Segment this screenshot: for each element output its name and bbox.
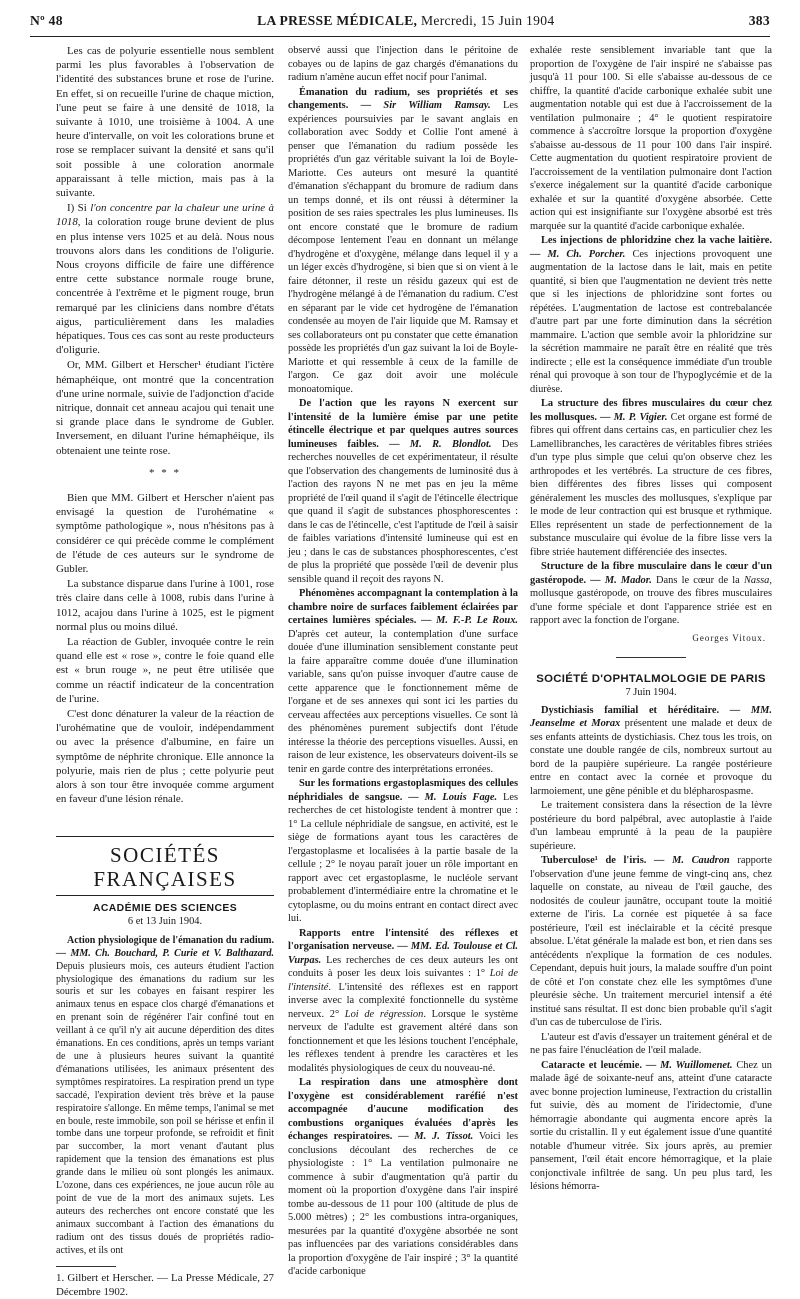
report-body: . L'intensité des réflexes est en rapport inverse avec la complexité fonctionnelle du système nerveux. 2° <box>288 981 518 1020</box>
report-paragraph <box>288 397 518 586</box>
report-body: Les recherches de ces deux auteurs les ont conduits à poser les deux lois suivantes : 1° <box>288 954 518 979</box>
report-title: Sur les formations ergastoplasmiques des cellules néphridiales de sangsue. <box>288 778 518 803</box>
report-authors: — M. Mador. <box>590 574 652 586</box>
report-body: Des recherches nouvelles de cet expérimentateur, il résulte que l'observation des changements de luminosité dus à l'action des rayons N ne met pas en jeu la même propriété de l'œil quand il s'agit de l'étincelle électrique que quand il s'agit de substances phosphorescentes : dans le cas de l'étincelle, c'est l'aptitude de l'œil à saisir de faibles variations d'intensité lumineuse qui est en jeu ; dans le cas de substances phosphorescentes, c'est de plus la propriété que possède l'œil de devenir plus sensible quand il reçoit des rayons N. <box>288 438 518 585</box>
italic-run: l'on concentre par la chaleur une urine à 1018 <box>56 202 274 229</box>
paragraph: L'auteur est d'avis d'essayer un traitement général et de ne pas faire l'énucléation de l'œil malade. <box>530 1031 772 1056</box>
paragraph: C'est donc dénaturer la valeur de la réaction de l'urohématine que de vouloir, indépendamment ou avec la présence d'albumine, en faire un symptôme de néphrite chronique. Elle annonce la polyurie, mais rien de plus ; cette polyurie peut alors à son tour être invoquée comme argument en faveur d'une lésion rénale. <box>56 707 274 806</box>
section-stars: * * * <box>149 466 181 479</box>
report-body: , mollusque gastéropode, on trouve des fibres musculaires d'une forme spéciale et dont l'apparence striée est en rapport avec la fonction de l'organe. <box>530 574 772 626</box>
report-body: Voici les conclusions découlant des recherches de ce physiologiste : 1° La ventilation pulmonaire ne commence à subir d'augmentation qu'à partir du moment où la proportion d'oxygène dans l'air inspiré tombe au-dessous de 11 pour 100 (altitude de plus de 5.000 mètres) ; 2° les combustions intra-organiques, mesurées par la quantité d'oxygène absorbée ne sont pas influencées par des variations considérables dans la proportion d'oxygène de l'air inspiré ; 3° la quantité d'acide carbonique <box>288 1131 518 1277</box>
paragraph <box>56 201 274 357</box>
society-heading: SOCIÉTÉ D'OPHTALMOLOGIE DE PARIS <box>536 673 766 685</box>
report-title: Rapports entre l'intensité des réflexes et l'organisation nerveuse. <box>288 927 518 952</box>
paragraph: Les cas de polyurie essentielle nous semblent parmi les plus favorables à l'observation de l'identité des substances brune et rose de l'urine. En effet, si on recueille l'urine de chaque miction, l'une peut se faire à une densité de 1018, la suivante à 1010, une troisième à 1004. A une heure d'intervalle, on voit les colorations brune et rose se remplacer suivant la densité et sans qu'il soit possible à une coloration anormale apparaissant à telle miction, mais pas à la suivante. <box>56 45 274 200</box>
paragraph: La substance disparue dans l'urine à 1001, rose très claire dans celle à 1008, rubis dans l'urine à 1012, acajou dans l'urine à 1025, est le pigment normal plus ou moins dilué. <box>56 578 274 633</box>
report-body: Cet organe est formé de fibres qui offrent dans certains cas, en particulier chez les Lamellibranches, les caractères de véritables fibres striées d'un type plus simple que celui qu'on observe chez les arthropodes et les vertébrés. La structure de ces fibres, bien différentes des fibres lisses qui composent généralement les muscles des mollusques, s'explique par le mode de leur contraction qui est brusque et rythmique. Elles représentent un stade de perfectionnement de la substance musculaire qui évolue de la fibre lisse vers la fibre striée hautement différenciée des insectes. <box>530 411 772 558</box>
report-authors: — M. P. Vigier. <box>600 411 668 423</box>
author-signature: Georges Vitoux. <box>692 632 766 643</box>
italic-run: Nassa <box>743 574 770 586</box>
report-title: Les injections de phloridzine chez la vache laitière. <box>541 235 772 246</box>
report-body: Depuis plusieurs mois, ces auteurs étudient l'action physiologique des émanations du radium sur les souris et sur les cobayes en faisant respirer les animaux tenus en espace clos chargé d'émanations et en prenant soin de régénérer l'air confiné tout en veillant à ce qu'il n'y ait aucune déperdition des dites émanations. En ces conditions, après un temps variant de une à plusieurs heures suivant la quantité d'émanations utilisées, les animaux présentent des symptômes respiratoires. La respiration prend un type saccadé, l'expiration devient très brève et la pause respiratoire s'allonge. En même temps, l'animal se met en boule, reste immobile, son poil se hérisse et enfin il tombe dans une torpeur profonde, se refroidit et finit par succomber, la mort venant d'autant plus rapidement que la tension des émanations est plus grande dans le milieu où sont plongés les animaux. L'ozone, dans ces expériences, ne joue aucun rôle au point de vue de la mort des animaux sujets. Les auteurs des recherches ont encore constaté que les animaux succombant à l'action des émanations du radium ont des tissus doués de propriétés radio-actives, et ils ont <box>56 960 274 1256</box>
report-body: Les recherches de cet histologiste tendent à montrer que : 1° La cellule néphridiale de sangsue, en activité, est le siège de formations ayant tous les caractères de l'ergastoplasme et localisées à la partie basale de la cellule ; 2° le noyau paraît jouer un rôle important en rapport avec cet ergastoplasme, le nucléole servant probablement d'intermédiaire entre la chromatine et le cytoplasme, ou du moins entrant en contact direct avec lui. <box>288 791 518 924</box>
report-paragraph <box>530 397 772 559</box>
paragraph: La réaction de Gubler, invoquée contre le rein quand elle est « rose », contre le foie quand elle est « brun rouge », ne peut être utilisée que comme un réactif indicateur de la concentration de l'urine. <box>56 635 274 705</box>
academy-date: 6 et 13 Juin 1904. <box>127 916 203 928</box>
report-authors: — MM. Ch. Bouchard, P. Curie et V. Balthazard. <box>56 947 274 959</box>
report-paragraph <box>56 935 274 1258</box>
report-body: Les expériences poursuivies par le savant anglais en collaboration avec Soddy et Collie l'ont amené à penser que l'émanation du radium possède les propriétés d'un gaz véritable suivant la loi de Boyle-Mariotte. Ces auteurs ont mesuré la quantité d'émanation s'échappant du bromure de radium dans un temps donné, et ils ont réussi à déterminer la position de ses raies spectrales les plus lumineuses. Ils ont encore constaté que le bromure de radium décompose lentement l'eau en donnant un mélange d'hydrogène et d'oxygène, mélange dans lequel il y a un léger excès d'hydrogène, si bien que si on vient à le faire détonner, il reste un résidu gazeux qui est de l'hydrogène mélangé à de l'émanation du radium. C'est en séparant par le vide cet hydrogène de l'émanation condensée au moyen de l'air liquide que M. Ramsay et ses collaborateurs ont pu constater que cette émanation possède les propriétés d'un gaz suivant la loi de Boyle-Mariotte et qui ressemble à ceux de la famille de l'argon. Ce gaz doit avoir une molécule monoatomique. <box>288 100 518 395</box>
report-body: rapporte l'observation d'une jeune femme de vingt-cinq ans, chez laquelle on constate, au niveau de l'œil gauche, des nodosités de couleur jaunâtre, occupant toute la moitié externe de l'iris. La cornée est piquetée à sa face postérieure, l'œil est inéclairable et la cécité presque absolue. L'état générale la malade est bon, et rien dans ses antécédents n'explique la formation de ces nodules. Cependant, depuis huit jours, la malade souffre d'un point de côté et l'on constate chez elle les symptômes d'une pleurésie sèche. Un traitement mercuriel intensif a été institué sans résultat. Il est donc bien probable qu'il s'agit d'un cas de tuberculose de l'iris. <box>530 855 772 1028</box>
report-title: La structure des fibres musculaires du cœur chez les mollusques. <box>530 398 772 423</box>
italic-run: Loi de régression <box>344 1008 424 1020</box>
report-authors: — MM. Ed. Toulouse et Cl. Vurpas. <box>288 941 518 966</box>
journal-masthead <box>257 13 554 29</box>
report-title: Tuberculose¹ de l'iris. <box>541 855 647 866</box>
report-body: Chez un malade âgé de soixante-neuf ans, atteint d'une cataracte avec bonne projection lumineuse, l'extraction du cristallin fut suivie, dès au moment de l'iridectomie, d'une hémorragie abondante qui augmenta encore après la sortie du cristallin. Il y eut également issue d'une quantité notable d'humeur vitrée. Six jours après, au premier pansement, l'œil était encore hémorragique, et la plaie conjonctivale infiltrée de sang. Un peu plus tard, les lésions hémorra- <box>530 1059 772 1192</box>
report-paragraph <box>288 777 518 926</box>
report-body: présentent une malade et deux de ses enfants atteints de dystichiasis. Chez tous les trois, on constate une double rangée de cils, nombreux surtout au bord de la paupière supérieure. La rangée postérieure entre en contact avec la cornée et provoque du larmoiement, une gêne pénible et du blépharospasme. <box>530 718 772 797</box>
report-paragraph <box>288 927 518 1076</box>
report-title: Structure de la fibre musculaire dans le cœur d'un gastéropode. <box>530 561 772 586</box>
text-run: I) Si <box>67 202 91 215</box>
report-body: . Lorsque le système nerveux de l'adulte est gravement altéré dans son fonctionnement et que les lésions touchent l'encéphale, les réflexes tendent à prendre les caractères et les modalités physiologiques de ceux du nouveau-né. <box>288 1008 519 1074</box>
report-title: De l'action que les rayons N exercent sur l'intensité de la lumière émise par une petite étincelle électrique et par quelques autres sources lumineuses faibles. <box>288 398 518 450</box>
footnote: 1. Gilbert et Herscher. — La Presse Médicale, 27 Décembre 1902. <box>56 1271 274 1298</box>
report-authors: — M. Ch. Porcher. <box>530 248 626 260</box>
paragraph: observé aussi que l'injection dans le péritoine de cobayes ou de lapins de gaz chargés d'émanations du radium n'amène aucun effet nocif pour l'animal. <box>288 45 518 83</box>
report-authors: — M. Louis Fage. <box>408 791 498 803</box>
report-title: Cataracte et leucémie. <box>541 1059 642 1071</box>
report-paragraph <box>530 854 772 1030</box>
paragraph: exhalée reste sensiblement invariable tant que la proportion de l'oxygène de l'air inspiré ne s'abaisse pas jusqu'à 11 pour 100. Si elle s'abaisse au-dessous de ce chiffre, la quantité d'acide carbonique exhalée subit une augmentation notable qui est due à l'accroissement de la ventilation pulmonaire ; 4° le quotient respiratoire commence à s'accroître lorsque la proportion d'oxygène s'abaisse au-dessous de 11 pour 100 dans l'air inspiré. Cette augmentation du quotient respiratoire provient de l'accroissement de la ventilation pulmonaire dont l'action s'exerce inégalement sur la quantité d'acide carbonique exhalée et sur la quantité d'oxygène absorbée. Cette action qui est insignifiante sur l'oxygène absorbé est très marquée sur la quantité d'acide carbonique exhalée. <box>530 45 772 232</box>
report-paragraph <box>288 1076 518 1279</box>
report-title: Émanation du radium, ses propriétés et ses changements. <box>288 86 518 111</box>
section-rule <box>616 657 686 658</box>
report-title: La respiration dans une atmosphère dont l'oxygène est considérablement raréfié n'est accompagnée d'aucune modification des combustions organiques évaluées d'après les échanges respiratoires. <box>288 1077 518 1142</box>
report-authors: — Sir William Ramsay. <box>360 100 491 111</box>
report-body: Dans le cœur de la <box>651 574 744 586</box>
report-title: Action physiologique de l'émanation du radium. <box>67 934 274 946</box>
report-authors: — M. F.-P. Le Roux. <box>421 615 518 626</box>
report-title: Phénomènes accompagnant la contemplation à la chambre noire de surfaces faiblement éclairées par certaines lumières spéciales. <box>288 588 518 626</box>
report-paragraph <box>288 86 518 397</box>
column-3 <box>530 44 772 1194</box>
report-paragraph <box>530 560 772 628</box>
issue-date: Mercredi, 15 Juin 1904 <box>420 13 555 28</box>
text-run: , la coloration rouge brune devient de plus en plus intense vers 1025 et au delà. Nous nous trouvons alors dans les conditions de l'oligurie. Nous croyons difficile de faire une différence entre cette substance normale rouge brune, concentrée à l'extrême et le pigment rouge, brun remarqué par les cliniciens dans nombre d'états aigus, particulièrement dans les maladies hépatiques. Tous ces cas sont au reste producteurs d'oligurie. <box>56 216 274 357</box>
report-authors: — MM. Jeanselme et Morax <box>530 704 772 729</box>
report-authors: — M. R. Blondlot. <box>389 438 492 450</box>
report-paragraph <box>530 1059 772 1194</box>
page-header <box>30 9 770 33</box>
footnote-rule <box>56 1266 116 1267</box>
report-paragraph <box>530 704 772 799</box>
report-authors: — M. Caudron <box>654 855 730 866</box>
academy-heading: ACADÉMIE DES SCIENCES <box>92 903 238 915</box>
report-paragraph <box>288 587 518 776</box>
report-body: D'après cet auteur, la contemplation d'une surface douée d'une illumination sensiblement constante peut la faire apparaître comme douée d'une illumination variable, sans qu'on puisse invoquer d'autre cause de cette apparence que le fonctionnement même de l'organe et de ses annexes qui sont ici les parties du cerveau affectées aux perceptions visuelles. Ce sont là des phénomènes purement subjectifs dont l'étude intéresse la théorie des perceptions visuelles. Aussi, en raison de leur existence, les observateurs doivent-ils se tenir en garde contre des interprétations erronées. <box>288 628 518 775</box>
folio-number: 383 <box>748 13 770 28</box>
italic-run: Loi de l'intensité <box>288 968 518 993</box>
page-number: Nº 48 <box>30 13 63 28</box>
society-date: 7 Juin 1904. <box>625 687 677 698</box>
report-authors: — M. Wuillomenet. <box>645 1059 733 1071</box>
report-authors: — M. J. Tissot. <box>398 1131 474 1142</box>
column-2 <box>288 44 518 1279</box>
report-title: Dystichiasis familial et héréditaire. <box>541 704 720 716</box>
paragraph: Le traitement consistera dans la résection de la lèvre postérieure du bord palpébral, avec autoplastie à l'aide d'un lambeau emprunté à la peau de la paupière supérieure. <box>530 800 772 852</box>
paragraph: Or, MM. Gilbert et Herscher¹ étudiant l'ictère hémaphéique, ont montré que la concentration d'une urine normale, suivie de l'adjonction d'acide nitrique, donnait cet anneau acajou qui tenait une si grande place dans le syndrome de Gubler. Inversement, en diluant l'urine hémaphéique, ils obtenaient une teinte rose. <box>56 359 274 457</box>
report-paragraph <box>530 234 772 396</box>
societies-heading: SOCIÉTÉS FRANÇAISES <box>56 836 274 896</box>
header-rule <box>30 36 770 37</box>
column-1 <box>56 44 274 1299</box>
journal-title: LA PRESSE MÉDICALE, <box>257 13 418 28</box>
report-body: Ces injections provoquent une augmentation de la lactose dans le lait, mais en petite quantité, si bien que l'augmentation ne devient très nette que si les injections de phloridzine sont fortes ou répétées. L'augmentation de lactose est contrebalancée d'autre part par une forte diminution dans la sécrétion mammaire. L'action que semble avoir la phloridzine sur la sécrétion mammaire ne paraît être en réalité que très indirecte ; elle est la conséquence immédiate d'un trouble rénal qui provoque à son tour de l'hypoglycémie et de la diurèse. <box>530 248 772 395</box>
paragraph: Bien que MM. Gilbert et Herscher n'aient pas envisagé la question de l'urohématine « symptôme pathologique », nous n'hésitons pas à considérer ce qui précède comme le complément de l'étude de ces auteurs sur le syndrome de Gubler. <box>56 491 274 575</box>
